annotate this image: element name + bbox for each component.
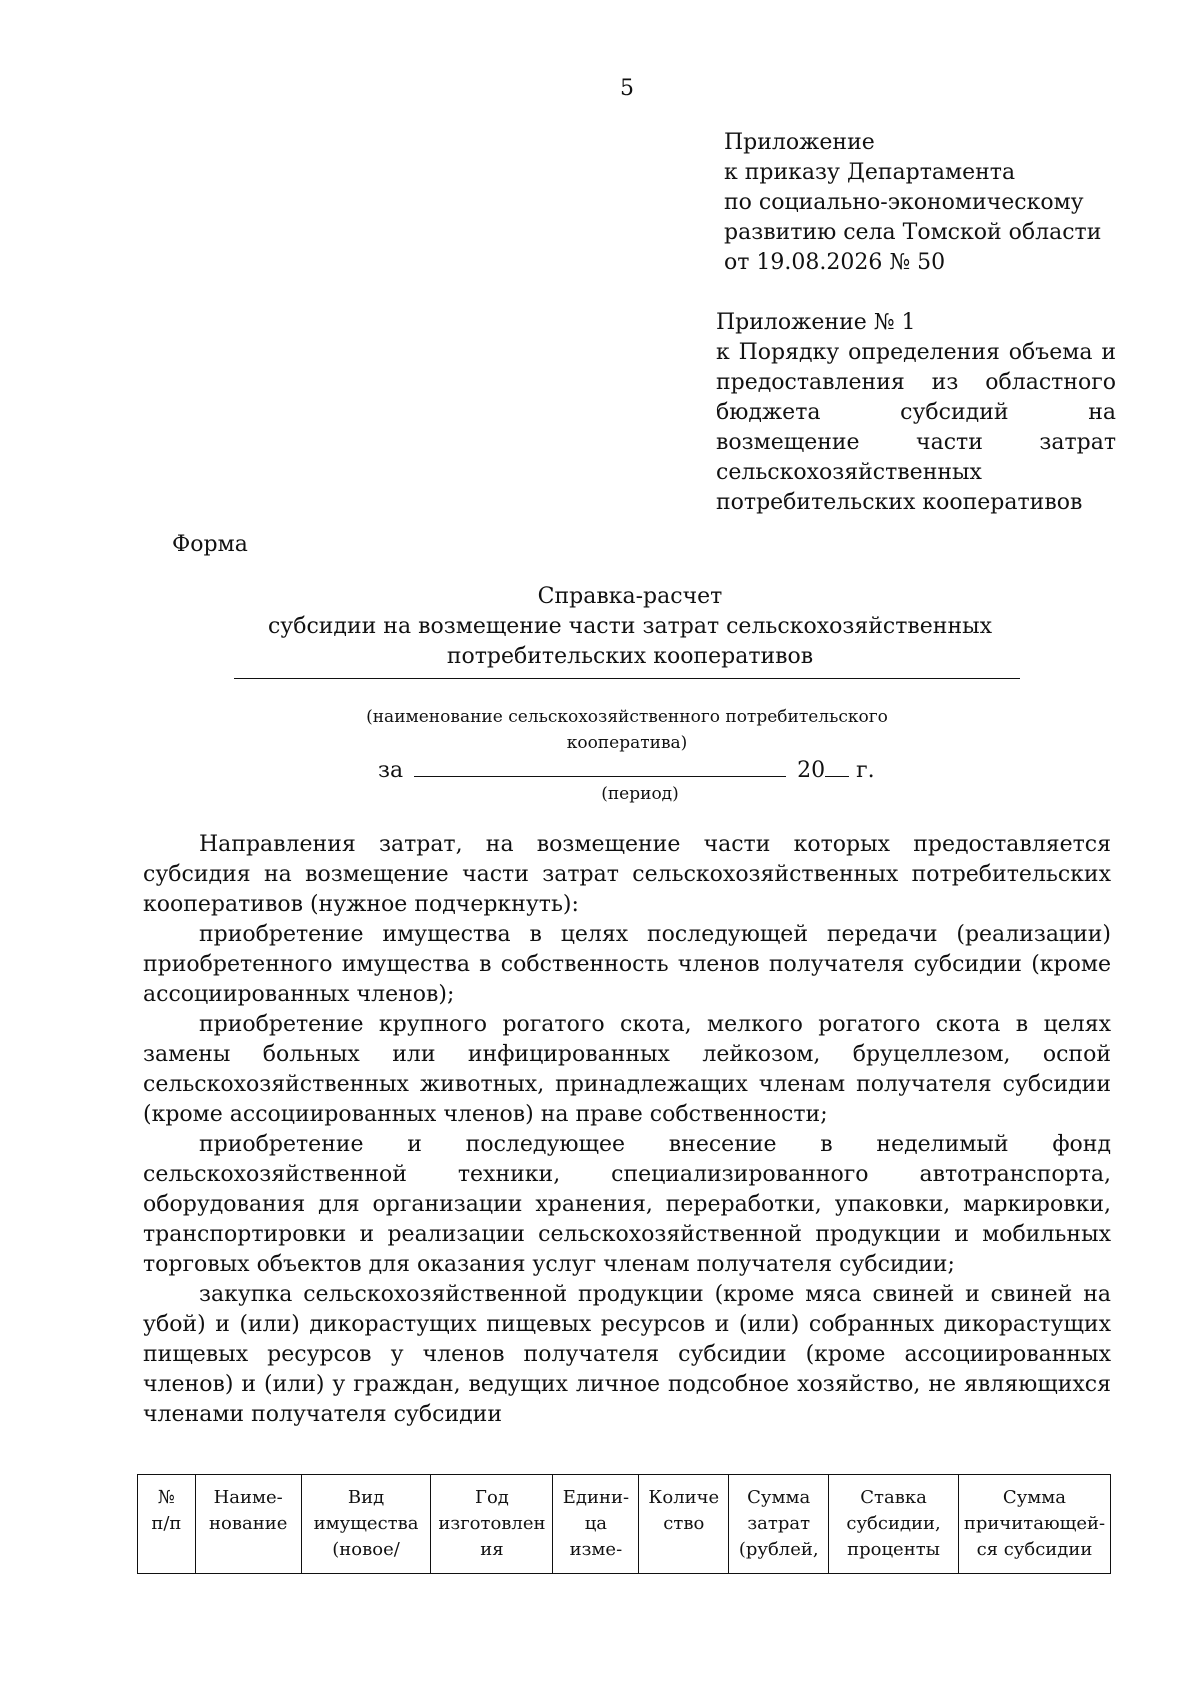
caption-line: кооператива) [566,733,688,753]
year-suffix: г. [856,758,875,783]
annex-order-title: Приложение № 1 [716,310,916,335]
header-cell-quantity: Количе ство [639,1475,729,1574]
annex-block [724,128,1101,278]
header-cell-year: Год изготовлен ия [431,1475,553,1574]
title-line: Справка-расчет [537,584,723,609]
annex-order-block [716,308,1116,518]
paragraph: закупка сельскохозяйственной продукции (кроме мяса свиней и свиней на убой) и (или) дикорастущих пищевых ресурсов и (или) собранных дикорастущих пищевых ресурсов у членов получателя субсидии (кроме ассоциированных членов) и (или) у граждан, ведущих личное подсобное хозяйство, не являющихся членами получателя субсидии [143,1282,1111,1427]
title-line: потребительских кооперативов [446,644,814,669]
cooperative-name-field[interactable] [234,678,1020,679]
document-title [240,582,1020,672]
annex-line: развитию села Томской области [724,220,1102,245]
header-cell-name: Наиме- нование [195,1475,301,1574]
header-cell-rate: Ставка субсидии, проценты [829,1475,959,1574]
caption-line: (наименование сельскохозяйственного потребительского [366,707,888,727]
annex-line: по социально-экономическому [724,190,1084,215]
header-cell-property-type: Вид имущества (новое/ [301,1475,431,1574]
paragraph: Направления затрат, на возмещение части которых предоставляется субсидия на возмещение части затрат сельскохозяйственных потребительских кооперативов (нужное подчеркнуть): [143,832,1111,917]
form-label: Форма [172,532,248,557]
annex-order-text: к Порядку определения объема и предоставления из областного бюджета субсидий на возмещение части затрат сельскохозяйственных потребительских кооперативов [716,340,1116,515]
directions-text [143,830,1111,1430]
annex-line: от 19.08.2026 № 50 [724,250,946,275]
cooperative-name-caption [330,704,924,756]
year-prefix: 20 [797,758,826,783]
period-field[interactable] [414,754,786,777]
title-line: субсидии на возмещение части затрат сельскохозяйственных [267,614,993,639]
header-cell-subsidy-amount: Сумма причитающей- ся субсидии [958,1475,1110,1574]
header-cell-unit: Едини- ца изме- [553,1475,639,1574]
period-prefix: за [378,758,404,783]
page-number: 5 [620,76,634,101]
annex-line: к приказу Департамента [724,160,1016,185]
period-caption: (период) [601,784,679,804]
header-cell-cost: Сумма затрат (рублей, [729,1475,829,1574]
paragraph: приобретение и последующее внесение в неделимый фонд сельскохозяйственной техники, специализированного автотранспорта, оборудования для организации хранения, переработки, упаковки, маркировки, транспортировки и реализации сельскохозяйственной продукции и мобильных торговых объектов для оказания услуг членам получателя субсидии; [143,1132,1111,1277]
period-row [378,754,875,783]
subsidy-table [137,1474,1111,1574]
header-cell-number: № п/п [138,1475,196,1574]
year-field[interactable] [825,754,849,777]
paragraph: приобретение имущества в целях последующей передачи (реализации) приобретенного имущества в собственность членов получателя субсидии (кроме ассоциированных членов); [143,922,1111,1007]
paragraph: приобретение крупного рогатого скота, мелкого рогатого скота в целях замены больных или инфицированных лейкозом, бруцеллезом, оспой сельскохозяйственных животных, принадлежащих членам получателя субсидии (кроме ассоциированных членов) на праве собственности; [143,1012,1111,1127]
annex-line: Приложение [724,130,875,155]
table-header-row [138,1475,1111,1574]
